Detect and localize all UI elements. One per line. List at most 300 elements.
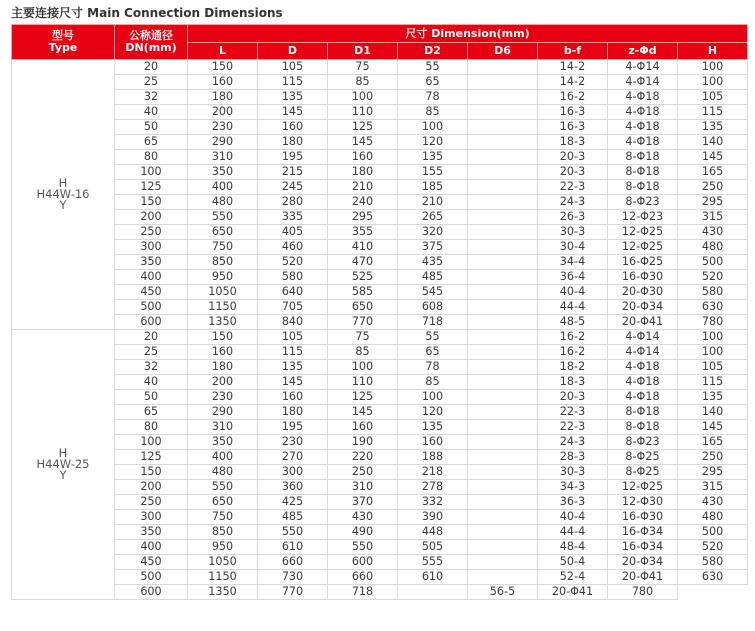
table-cell: 20-3 bbox=[538, 165, 608, 180]
table-cell: 48-5 bbox=[538, 315, 608, 330]
table-cell bbox=[468, 255, 538, 270]
table-row bbox=[12, 345, 748, 360]
table-row bbox=[12, 165, 748, 180]
table-cell: 16-Φ30 bbox=[608, 510, 678, 525]
table-cell: 608 bbox=[398, 300, 468, 315]
table-row bbox=[12, 540, 748, 555]
table-row bbox=[12, 225, 748, 240]
table-cell: 250 bbox=[115, 225, 188, 240]
table-cell: 555 bbox=[398, 555, 468, 570]
table-cell: 250 bbox=[115, 495, 188, 510]
table-cell: 65 bbox=[115, 405, 188, 420]
table-cell: 520 bbox=[258, 255, 328, 270]
table-row bbox=[12, 60, 748, 75]
table-cell: 550 bbox=[188, 210, 258, 225]
table-cell: 300 bbox=[115, 240, 188, 255]
table-cell: 55 bbox=[398, 60, 468, 75]
table-cell: 405 bbox=[258, 225, 328, 240]
table-cell: 16-2 bbox=[538, 345, 608, 360]
table-cell: 12-Φ25 bbox=[608, 240, 678, 255]
model-type-line: H44W-25 bbox=[36, 457, 90, 471]
table-cell: 4-Φ18 bbox=[608, 135, 678, 150]
table-cell: 950 bbox=[188, 540, 258, 555]
table-cell: 4-Φ18 bbox=[608, 120, 678, 135]
table-cell: 505 bbox=[398, 540, 468, 555]
table-cell: 4-Φ14 bbox=[608, 60, 678, 75]
table-cell: 18-3 bbox=[538, 375, 608, 390]
table-cell: 300 bbox=[258, 465, 328, 480]
table-cell: 8-Φ25 bbox=[608, 450, 678, 465]
table-cell: 360 bbox=[258, 480, 328, 495]
table-cell bbox=[468, 285, 538, 300]
table-cell bbox=[468, 420, 538, 435]
table-cell: 460 bbox=[258, 240, 328, 255]
table-cell: 16-Φ25 bbox=[608, 255, 678, 270]
table-cell: 100 bbox=[115, 165, 188, 180]
table-cell: 32 bbox=[115, 360, 188, 375]
table-cell bbox=[468, 60, 538, 75]
table-cell: 600 bbox=[115, 585, 188, 600]
table-cell: 310 bbox=[188, 420, 258, 435]
table-cell: 12-Φ25 bbox=[608, 480, 678, 495]
table-cell: 4-Φ18 bbox=[608, 105, 678, 120]
table-cell: 310 bbox=[328, 480, 398, 495]
table-cell: 160 bbox=[188, 75, 258, 90]
table-cell: 40 bbox=[115, 375, 188, 390]
table-cell: 52-4 bbox=[538, 570, 608, 585]
table-cell: 105 bbox=[678, 360, 748, 375]
column-header-h: H bbox=[678, 43, 748, 60]
table-cell: 650 bbox=[188, 495, 258, 510]
model-type-line: Y bbox=[59, 198, 67, 212]
table-row bbox=[12, 510, 748, 525]
table-cell: 195 bbox=[258, 150, 328, 165]
table-cell bbox=[468, 120, 538, 135]
table-row bbox=[12, 450, 748, 465]
table-cell: 230 bbox=[258, 435, 328, 450]
table-cell: 220 bbox=[328, 450, 398, 465]
table-cell: 40-4 bbox=[538, 285, 608, 300]
table-cell: 85 bbox=[328, 345, 398, 360]
dimensions-table bbox=[11, 24, 748, 600]
table-cell: 40-4 bbox=[538, 510, 608, 525]
table-cell: 295 bbox=[678, 465, 748, 480]
table-cell: 36-4 bbox=[538, 270, 608, 285]
table-cell: 435 bbox=[398, 255, 468, 270]
table-cell: 4-Φ14 bbox=[608, 345, 678, 360]
table-cell: 400 bbox=[115, 270, 188, 285]
table-cell: 65 bbox=[398, 75, 468, 90]
type-header-cn: 型号 bbox=[52, 29, 74, 42]
table-cell bbox=[468, 435, 538, 450]
table-cell: 500 bbox=[678, 525, 748, 540]
table-cell bbox=[468, 300, 538, 315]
table-cell: 4-Φ18 bbox=[608, 360, 678, 375]
table-cell bbox=[468, 135, 538, 150]
table-cell: 400 bbox=[188, 450, 258, 465]
table-row bbox=[12, 210, 748, 225]
table-row bbox=[12, 585, 748, 600]
table-cell: 180 bbox=[328, 165, 398, 180]
table-row bbox=[12, 285, 748, 300]
table-cell: 630 bbox=[678, 570, 748, 585]
table-cell: 332 bbox=[398, 495, 468, 510]
table-cell: 115 bbox=[258, 75, 328, 90]
model-type-line: H bbox=[58, 176, 68, 190]
table-cell bbox=[468, 195, 538, 210]
table-cell: 550 bbox=[328, 540, 398, 555]
table-cell bbox=[468, 570, 538, 585]
table-cell: 125 bbox=[115, 450, 188, 465]
table-cell: 200 bbox=[188, 105, 258, 120]
table-cell: 218 bbox=[398, 465, 468, 480]
table-cell bbox=[468, 240, 538, 255]
table-cell: 16-2 bbox=[538, 90, 608, 105]
table-cell: 630 bbox=[678, 300, 748, 315]
table-cell: 490 bbox=[328, 525, 398, 540]
table-cell: 135 bbox=[678, 390, 748, 405]
dn-header-en: DN(mm) bbox=[125, 41, 177, 54]
model-type-line: H44W-16 bbox=[36, 187, 90, 201]
table-row bbox=[12, 270, 748, 285]
table-row bbox=[12, 255, 748, 270]
table-cell: 20 bbox=[115, 330, 188, 345]
table-cell: 12-Φ30 bbox=[608, 495, 678, 510]
table-cell: 145 bbox=[258, 105, 328, 120]
table-cell: 30-3 bbox=[538, 465, 608, 480]
table-cell: 115 bbox=[678, 375, 748, 390]
table-cell: 78 bbox=[398, 90, 468, 105]
table-cell: 145 bbox=[678, 420, 748, 435]
table-cell: 125 bbox=[328, 120, 398, 135]
table-cell: 145 bbox=[328, 135, 398, 150]
table-cell: 12-Φ25 bbox=[608, 225, 678, 240]
table-cell: 210 bbox=[398, 195, 468, 210]
table-cell: 145 bbox=[258, 375, 328, 390]
table-cell: 100 bbox=[328, 90, 398, 105]
table-cell: 105 bbox=[678, 90, 748, 105]
table-cell: 20-Φ41 bbox=[608, 315, 678, 330]
table-cell: 580 bbox=[678, 555, 748, 570]
table-cell: 500 bbox=[678, 255, 748, 270]
table-cell: 315 bbox=[678, 480, 748, 495]
table-cell: 125 bbox=[115, 180, 188, 195]
table-cell bbox=[468, 165, 538, 180]
table-cell: 75 bbox=[328, 330, 398, 345]
column-header-l: L bbox=[188, 43, 258, 60]
table-cell: 250 bbox=[678, 180, 748, 195]
table-cell: 85 bbox=[328, 75, 398, 90]
table-cell: 150 bbox=[188, 60, 258, 75]
table-cell bbox=[468, 315, 538, 330]
table-row bbox=[12, 75, 748, 90]
table-cell: 36-3 bbox=[538, 495, 608, 510]
table-cell: 4-Φ18 bbox=[608, 390, 678, 405]
table-cell: 100 bbox=[678, 330, 748, 345]
table-cell: 4-Φ18 bbox=[608, 375, 678, 390]
table-cell: 750 bbox=[188, 240, 258, 255]
table-cell: 120 bbox=[398, 135, 468, 150]
table-cell: 200 bbox=[115, 210, 188, 225]
table-cell: 50 bbox=[115, 120, 188, 135]
table-cell: 250 bbox=[328, 465, 398, 480]
table-cell: 150 bbox=[188, 330, 258, 345]
table-cell: 180 bbox=[258, 405, 328, 420]
table-cell: 44-4 bbox=[538, 300, 608, 315]
table-cell: 150 bbox=[115, 195, 188, 210]
table-cell: 335 bbox=[258, 210, 328, 225]
table-cell: 100 bbox=[678, 345, 748, 360]
table-cell: 350 bbox=[115, 255, 188, 270]
table-cell bbox=[468, 105, 538, 120]
table-cell: 850 bbox=[188, 525, 258, 540]
table-cell: 160 bbox=[258, 390, 328, 405]
table-cell bbox=[468, 555, 538, 570]
table-cell: 160 bbox=[328, 420, 398, 435]
table-cell: 610 bbox=[398, 570, 468, 585]
table-cell: 410 bbox=[328, 240, 398, 255]
table-row bbox=[12, 105, 748, 120]
table-cell: 24-3 bbox=[538, 435, 608, 450]
table-cell: 55 bbox=[398, 330, 468, 345]
table-cell: 195 bbox=[258, 420, 328, 435]
table-cell: 8-Φ18 bbox=[608, 420, 678, 435]
table-cell: 500 bbox=[115, 570, 188, 585]
table-cell: 44-4 bbox=[538, 525, 608, 540]
table-cell: 840 bbox=[258, 315, 328, 330]
table-cell bbox=[468, 180, 538, 195]
table-cell: 56-5 bbox=[468, 585, 538, 600]
table-cell: 770 bbox=[258, 585, 328, 600]
table-cell: 525 bbox=[328, 270, 398, 285]
table-row bbox=[12, 300, 748, 315]
table-cell: 160 bbox=[398, 435, 468, 450]
table-cell: 450 bbox=[115, 285, 188, 300]
table-cell bbox=[468, 270, 538, 285]
table-cell: 705 bbox=[258, 300, 328, 315]
table-row bbox=[12, 420, 748, 435]
table-cell: 770 bbox=[328, 315, 398, 330]
table-cell: 40 bbox=[115, 105, 188, 120]
table-cell: 85 bbox=[398, 375, 468, 390]
table-cell: 550 bbox=[258, 525, 328, 540]
table-cell: 230 bbox=[188, 120, 258, 135]
table-row bbox=[12, 330, 748, 345]
model-type-cell bbox=[12, 60, 115, 330]
table-cell: 448 bbox=[398, 525, 468, 540]
table-row bbox=[12, 405, 748, 420]
table-cell: 660 bbox=[258, 555, 328, 570]
column-header-d1: D1 bbox=[328, 43, 398, 60]
type-header-cell bbox=[12, 25, 115, 60]
table-cell bbox=[468, 90, 538, 105]
table-cell: 1350 bbox=[188, 315, 258, 330]
table-cell: 135 bbox=[398, 420, 468, 435]
table-row bbox=[12, 375, 748, 390]
table-cell: 25 bbox=[115, 75, 188, 90]
table-cell: 165 bbox=[678, 165, 748, 180]
table-cell bbox=[468, 450, 538, 465]
table-cell: 390 bbox=[398, 510, 468, 525]
table-cell: 20-Φ41 bbox=[538, 585, 608, 600]
table-cell: 780 bbox=[608, 585, 678, 600]
table-cell bbox=[468, 225, 538, 240]
table-cell: 16-Φ34 bbox=[608, 540, 678, 555]
table-cell: 140 bbox=[678, 405, 748, 420]
table-cell: 16-Φ30 bbox=[608, 270, 678, 285]
column-header-d6: D6 bbox=[468, 43, 538, 60]
table-cell: 135 bbox=[398, 150, 468, 165]
table-cell: 28-3 bbox=[538, 450, 608, 465]
table-cell bbox=[468, 330, 538, 345]
table-cell: 520 bbox=[678, 540, 748, 555]
table-cell: 500 bbox=[115, 300, 188, 315]
page-title: 主要连接尺寸 Main Connection Dimensions bbox=[11, 6, 283, 20]
table-cell: 580 bbox=[678, 285, 748, 300]
table-cell bbox=[468, 390, 538, 405]
table-cell: 230 bbox=[188, 390, 258, 405]
table-cell: 850 bbox=[188, 255, 258, 270]
table-row bbox=[12, 555, 748, 570]
table-cell: 270 bbox=[258, 450, 328, 465]
table-cell: 350 bbox=[188, 435, 258, 450]
table-cell bbox=[468, 345, 538, 360]
table-cell: 85 bbox=[398, 105, 468, 120]
table-cell: 48-4 bbox=[538, 540, 608, 555]
table-cell: 485 bbox=[258, 510, 328, 525]
table-cell: 125 bbox=[328, 390, 398, 405]
table-cell: 150 bbox=[115, 465, 188, 480]
table-cell: 730 bbox=[258, 570, 328, 585]
table-cell: 600 bbox=[328, 555, 398, 570]
table-cell: 105 bbox=[258, 60, 328, 75]
table-cell: 295 bbox=[328, 210, 398, 225]
table-cell: 4-Φ14 bbox=[608, 75, 678, 90]
table-cell: 1050 bbox=[188, 555, 258, 570]
table-cell: 120 bbox=[398, 405, 468, 420]
table-cell: 100 bbox=[678, 75, 748, 90]
table-cell: 145 bbox=[678, 150, 748, 165]
table-cell: 65 bbox=[398, 345, 468, 360]
table-cell: 18-2 bbox=[538, 360, 608, 375]
table-cell bbox=[468, 480, 538, 495]
table-row bbox=[12, 435, 748, 450]
table-cell: 100 bbox=[678, 60, 748, 75]
table-cell: 135 bbox=[258, 360, 328, 375]
table-cell: 80 bbox=[115, 150, 188, 165]
table-cell: 8-Φ18 bbox=[608, 165, 678, 180]
table-cell bbox=[468, 360, 538, 375]
table-cell: 20-Φ30 bbox=[608, 285, 678, 300]
table-cell: 425 bbox=[258, 495, 328, 510]
table-cell: 20-3 bbox=[538, 150, 608, 165]
table-cell: 16-Φ34 bbox=[608, 525, 678, 540]
table-row bbox=[12, 195, 748, 210]
table-cell: 520 bbox=[678, 270, 748, 285]
table-cell: 580 bbox=[258, 270, 328, 285]
table-cell: 165 bbox=[678, 435, 748, 450]
table-body bbox=[12, 60, 748, 600]
table-cell: 350 bbox=[188, 165, 258, 180]
table-cell: 20-Φ41 bbox=[608, 570, 678, 585]
table-cell: 8-Φ18 bbox=[608, 150, 678, 165]
table-cell: 105 bbox=[258, 330, 328, 345]
table-row bbox=[12, 495, 748, 510]
table-cell: 610 bbox=[258, 540, 328, 555]
table-cell bbox=[468, 75, 538, 90]
table-cell: 480 bbox=[188, 465, 258, 480]
table-cell: 200 bbox=[115, 480, 188, 495]
table-row bbox=[12, 390, 748, 405]
table-cell: 30-3 bbox=[538, 225, 608, 240]
table-cell bbox=[468, 495, 538, 510]
table-cell: 25 bbox=[115, 345, 188, 360]
table-cell: 8-Φ23 bbox=[608, 195, 678, 210]
table-cell: 250 bbox=[678, 450, 748, 465]
table-cell: 280 bbox=[258, 195, 328, 210]
table-cell: 188 bbox=[398, 450, 468, 465]
table-cell bbox=[468, 465, 538, 480]
table-row bbox=[12, 135, 748, 150]
table-cell: 34-3 bbox=[538, 480, 608, 495]
table-cell bbox=[398, 585, 468, 600]
table-row bbox=[12, 525, 748, 540]
table-cell: 22-3 bbox=[538, 405, 608, 420]
table-cell: 110 bbox=[328, 105, 398, 120]
table-cell: 585 bbox=[328, 285, 398, 300]
table-cell: 12-Φ23 bbox=[608, 210, 678, 225]
table-cell: 290 bbox=[188, 405, 258, 420]
table-cell: 185 bbox=[398, 180, 468, 195]
table-cell: 20-Φ34 bbox=[608, 555, 678, 570]
table-cell: 1150 bbox=[188, 300, 258, 315]
table-cell: 370 bbox=[328, 495, 398, 510]
table-cell: 290 bbox=[188, 135, 258, 150]
dn-header-cn: 公称通径 bbox=[129, 29, 173, 42]
table-cell: 600 bbox=[115, 315, 188, 330]
table-cell: 26-3 bbox=[538, 210, 608, 225]
table-cell: 780 bbox=[678, 315, 748, 330]
table-cell: 20 bbox=[115, 60, 188, 75]
table-cell: 50-4 bbox=[538, 555, 608, 570]
model-type-line: H bbox=[58, 446, 68, 460]
table-row bbox=[12, 570, 748, 585]
table-cell: 400 bbox=[188, 180, 258, 195]
table-cell: 545 bbox=[398, 285, 468, 300]
table-cell: 100 bbox=[398, 120, 468, 135]
table-cell: 278 bbox=[398, 480, 468, 495]
table-cell: 16-2 bbox=[538, 330, 608, 345]
table-cell: 1350 bbox=[188, 585, 258, 600]
table-cell: 100 bbox=[398, 390, 468, 405]
table-cell: 115 bbox=[678, 105, 748, 120]
table-cell: 160 bbox=[328, 150, 398, 165]
table-cell: 135 bbox=[678, 120, 748, 135]
table-cell: 240 bbox=[328, 195, 398, 210]
table-row bbox=[12, 180, 748, 195]
table-cell: 50 bbox=[115, 390, 188, 405]
table-cell: 8-Φ25 bbox=[608, 465, 678, 480]
table-cell: 295 bbox=[678, 195, 748, 210]
table-cell: 400 bbox=[115, 540, 188, 555]
table-cell: 34-4 bbox=[538, 255, 608, 270]
table-cell bbox=[468, 210, 538, 225]
table-cell: 16-3 bbox=[538, 105, 608, 120]
table-cell: 660 bbox=[328, 570, 398, 585]
table-cell: 310 bbox=[188, 150, 258, 165]
table-cell: 8-Φ18 bbox=[608, 180, 678, 195]
table-cell: 16-3 bbox=[538, 120, 608, 135]
